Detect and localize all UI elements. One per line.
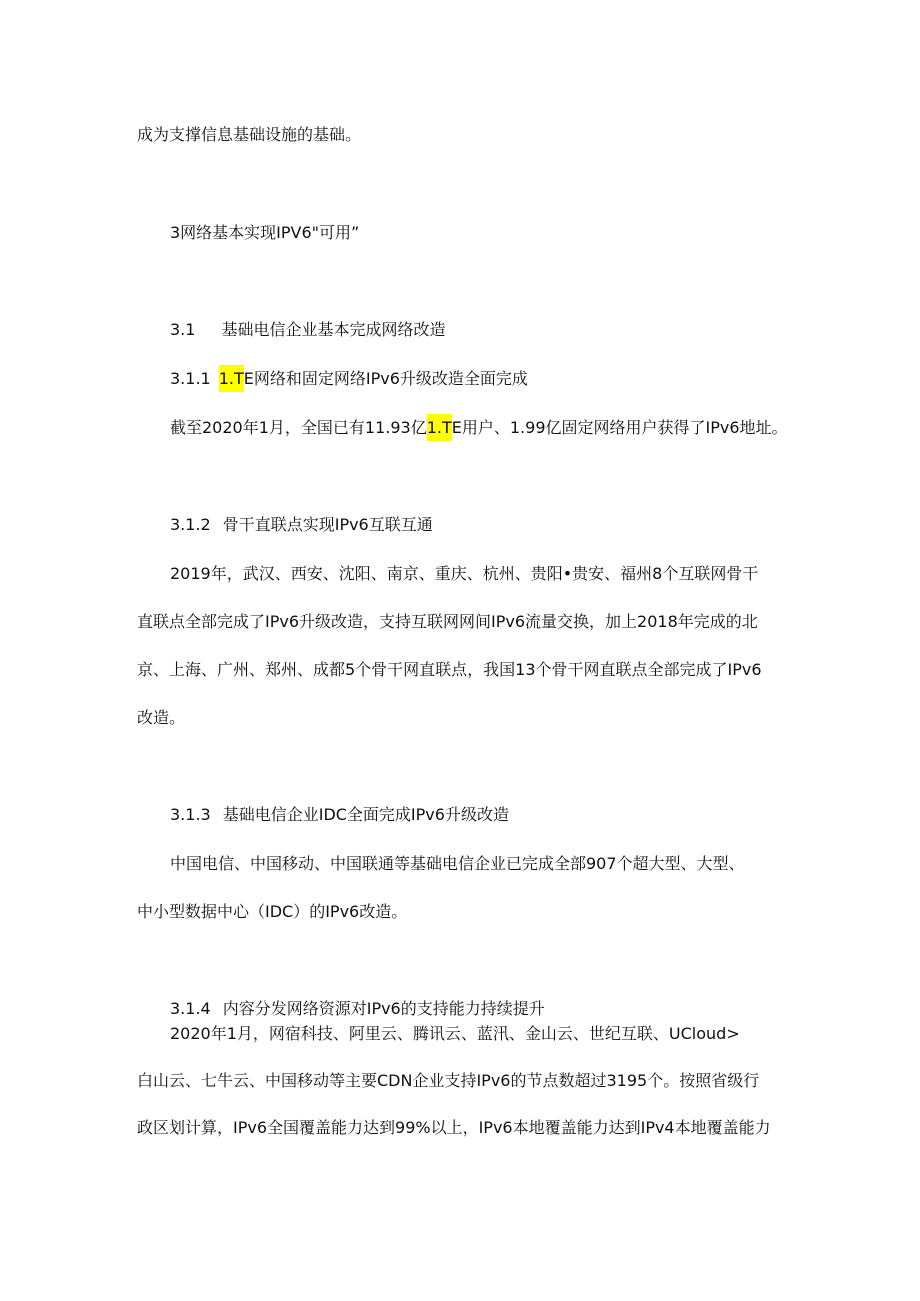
heading-3-1-2-number: 3.1.2 (170, 515, 211, 534)
paragraph-intro: 成为支撑信息基础设施的基础。 (137, 125, 362, 144)
heading-3-1-2-text: 骨干直联点实现IPv6互联互通 (222, 515, 433, 534)
heading-3-1-1-text: E网络和固定网络IPv6升级改造全面完成 (243, 369, 528, 388)
paragraph-3-1-2-line-3: 京、上海、广州、郑州、成都5个骨干网直联点，我国13个骨干网直联点全部完成了IPv6 (137, 660, 762, 679)
heading-3-1-4-number: 3.1.4 (170, 999, 211, 1018)
heading-3-1-3 (170, 804, 509, 826)
heading-3-1-number: 3.1 (170, 320, 196, 339)
heading-3-1 (170, 319, 445, 341)
paragraph-3-1-3-line-1: 中国电信、中国移动、中国联通等基础电信企业已完成全部907个超大型、大型、 (170, 854, 745, 873)
heading-3-1-text: 基础电信企业基本完成网络改造 (221, 320, 446, 339)
paragraph-3-1-3-line-2: 中小型数据中心（IDC）的IPv6改造。 (137, 902, 408, 921)
heading-3: 3网络基本实现IPV6"可用” (170, 223, 360, 242)
paragraph-3-1-2-line-2: 直联点全部完成了IPv6升级改造，支持互联网网间IPv6流量交换，加上2018年完成的北 (137, 612, 758, 631)
paragraph-3-1-1-part-b: E用户、1.99亿固定网络用户获得了IPv6地址。 (451, 418, 788, 437)
paragraph-3-1-1-part-a: 截至2020年1月，全国已有11.93亿 (170, 418, 427, 437)
heading-3-1-3-number: 3.1.3 (170, 805, 211, 824)
paragraph-3-1-4-line-1: 2020年1月，网宿科技、阿里云、腾讯云、蓝汛、金山云、世纪互联、UCloud> (170, 1024, 740, 1043)
paragraph-3-1-2-line-1: 2019年，武汉、西安、沈阳、南京、重庆、杭州、贵阳•贵安、福州8个互联网骨干 (170, 564, 759, 583)
paragraph-3-1-1 (170, 417, 788, 439)
highlight-mark: 1.T (427, 414, 452, 441)
paragraph-3-1-4-line-3: 政区划计算，IPv6全国覆盖能力达到99%以上，IPv6本地覆盖能力达到IPv4本地覆盖能力 (137, 1118, 771, 1137)
heading-3-1-1-number: 3.1.1 (170, 369, 211, 388)
heading-3-1-3-text: 基础电信企业IDC全面完成IPv6升级改造 (222, 805, 509, 824)
highlight-mark: 1.T (219, 365, 244, 392)
heading-3-1-2 (170, 514, 433, 536)
heading-3-1-4 (170, 998, 545, 1020)
paragraph-3-1-4-line-2: 白山云、七牛云、中国移动等主要CDN企业支持IPv6的节点数超过3195个。按照省级行 (137, 1071, 760, 1090)
heading-3-1-1 (170, 368, 528, 390)
heading-3-1-4-text: 内容分发网络资源对IPv6的支持能力持续提升 (222, 999, 545, 1018)
paragraph-3-1-2-line-4: 改造。 (137, 708, 186, 727)
